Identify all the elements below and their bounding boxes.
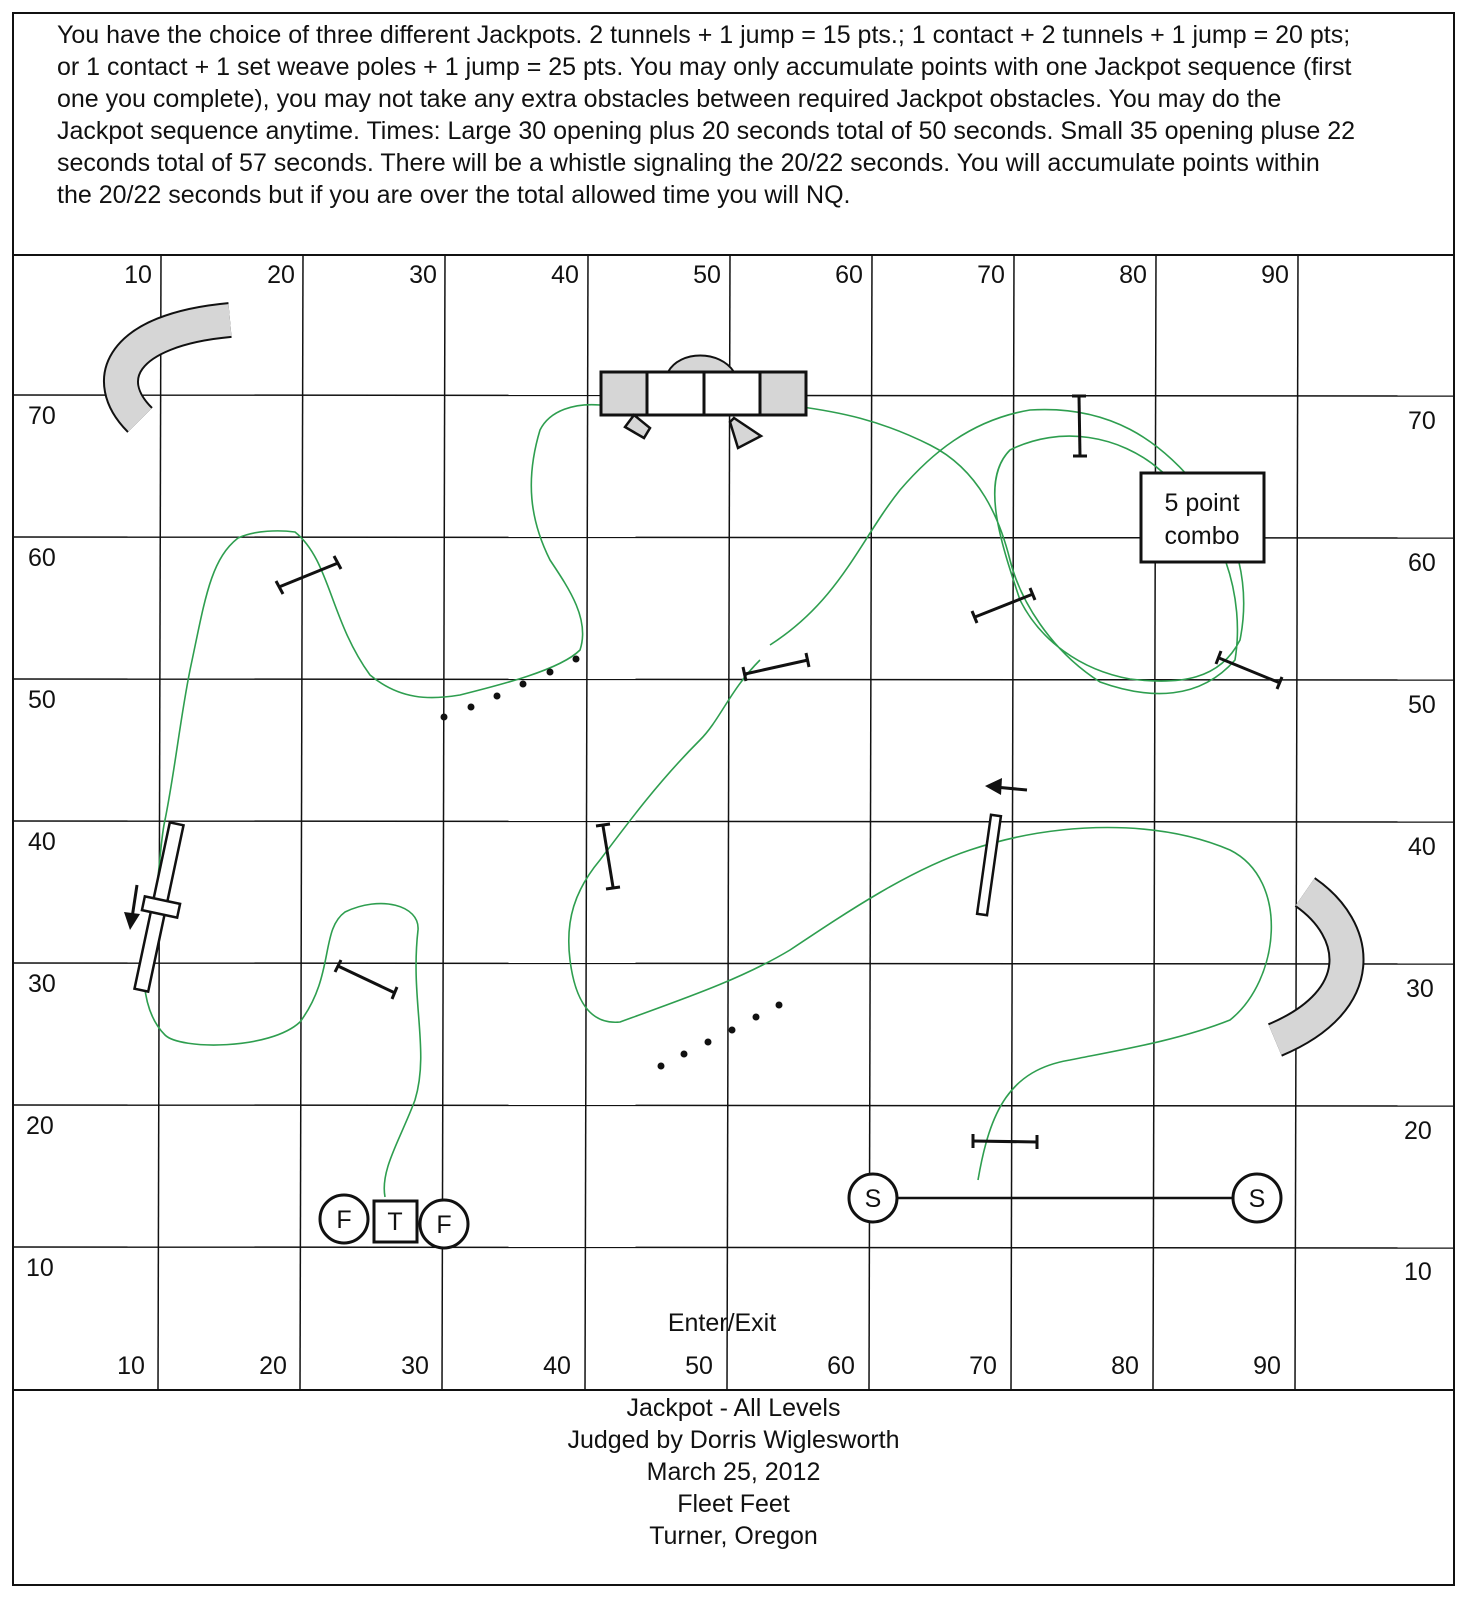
left-axis-labels xyxy=(26,402,56,1282)
bottom-axis-labels xyxy=(117,1352,1281,1380)
bottom-label: 70 xyxy=(969,1352,997,1380)
table-marker-label: T xyxy=(387,1208,403,1236)
top-label: 60 xyxy=(835,261,863,289)
left-label: 60 xyxy=(28,544,56,572)
jump xyxy=(276,556,341,594)
right-label: 20 xyxy=(1404,1117,1432,1145)
arrow-icon xyxy=(124,885,140,930)
left-label: 50 xyxy=(28,686,56,714)
right-label: 40 xyxy=(1408,833,1436,861)
right-axis-labels xyxy=(1404,407,1436,1286)
jump xyxy=(973,1134,1037,1149)
top-label: 20 xyxy=(267,261,295,289)
jump xyxy=(596,824,620,889)
finish-table xyxy=(320,1195,468,1248)
right-label: 60 xyxy=(1408,549,1436,577)
top-label: 30 xyxy=(409,261,437,289)
right-label: 30 xyxy=(1406,975,1434,1003)
jump xyxy=(335,960,397,999)
top-label: 70 xyxy=(977,261,1005,289)
combo-box-line1: 5 point xyxy=(1164,489,1240,517)
bottom-label: 80 xyxy=(1111,1352,1139,1380)
tunnel-top-left xyxy=(121,320,230,420)
top-label: 10 xyxy=(124,261,152,289)
arrow-icon xyxy=(985,778,1027,795)
left-label: 10 xyxy=(26,1254,54,1282)
left-label: 40 xyxy=(28,828,56,856)
weave-poles-upper xyxy=(441,656,580,721)
finish-marker-label: F xyxy=(436,1211,452,1239)
bottom-label: 20 xyxy=(259,1352,287,1380)
enter-exit-label: Enter/Exit xyxy=(667,1309,777,1337)
jump xyxy=(972,588,1035,623)
tunnel-right xyxy=(1275,892,1347,1040)
top-label: 80 xyxy=(1119,261,1147,289)
start-marker-label: S xyxy=(1248,1185,1266,1213)
bottom-label: 40 xyxy=(543,1352,571,1380)
top-label: 40 xyxy=(551,261,579,289)
top-label: 50 xyxy=(693,261,721,289)
combo-box-line2: combo xyxy=(1164,522,1240,550)
contact-obstacle-top xyxy=(601,356,806,449)
top-axis-labels xyxy=(124,261,1289,289)
footer-title: Jackpot - All Levels xyxy=(626,1394,841,1422)
bottom-label: 60 xyxy=(827,1352,855,1380)
top-label: 90 xyxy=(1261,261,1289,289)
footer-date: March 25, 2012 xyxy=(646,1458,821,1486)
jump xyxy=(1072,396,1087,456)
right-label: 70 xyxy=(1408,407,1436,435)
contact-obstacle-center-right xyxy=(977,815,1001,915)
footer-block xyxy=(12,1392,1455,1552)
jumps xyxy=(276,396,1282,1149)
finish-marker-label: F xyxy=(336,1206,352,1234)
footer-judge: Judged by Dorris Wiglesworth xyxy=(567,1426,900,1454)
footer-club: Fleet Feet xyxy=(677,1490,790,1518)
bottom-label: 50 xyxy=(685,1352,713,1380)
handler-path xyxy=(144,405,1272,1197)
footer-location: Turner, Oregon xyxy=(649,1522,818,1550)
bottom-label: 10 xyxy=(117,1352,145,1380)
combo-box xyxy=(1141,473,1264,562)
right-label: 10 xyxy=(1404,1258,1432,1286)
bottom-label: 90 xyxy=(1253,1352,1281,1380)
instructions-text: You have the choice of three different Jackpots. 2 tunnels + 1 jump = 15 pts.; 1 contact + 2 tunnels + 1 jump = 20 pts; or 1 contact + 1 set weave poles + 1 jump = 25 pts. You may only accumulate points with one Jackpot sequence (first one you complete), you may not take any extra obstacles between required Jackpot obstacles. You may do the Jackpot sequence anytime. Times: Large 30 opening plus 20 seconds total of 50 seconds. Small 35 opening pluse 22 seconds total of 57 seconds. There will be a whistle signaling the 20/22 seconds. You will accumulate points within the 20/22 seconds but if you are over the total allowed time you will NQ. xyxy=(57,21,1356,209)
left-label: 70 xyxy=(28,402,56,430)
left-label: 20 xyxy=(26,1112,54,1140)
left-label: 30 xyxy=(28,970,56,998)
start-line xyxy=(849,1174,1281,1222)
right-label: 50 xyxy=(1408,691,1436,719)
weave-poles-lower xyxy=(658,1002,783,1070)
bottom-label: 30 xyxy=(401,1352,429,1380)
start-marker-label: S xyxy=(864,1185,882,1213)
